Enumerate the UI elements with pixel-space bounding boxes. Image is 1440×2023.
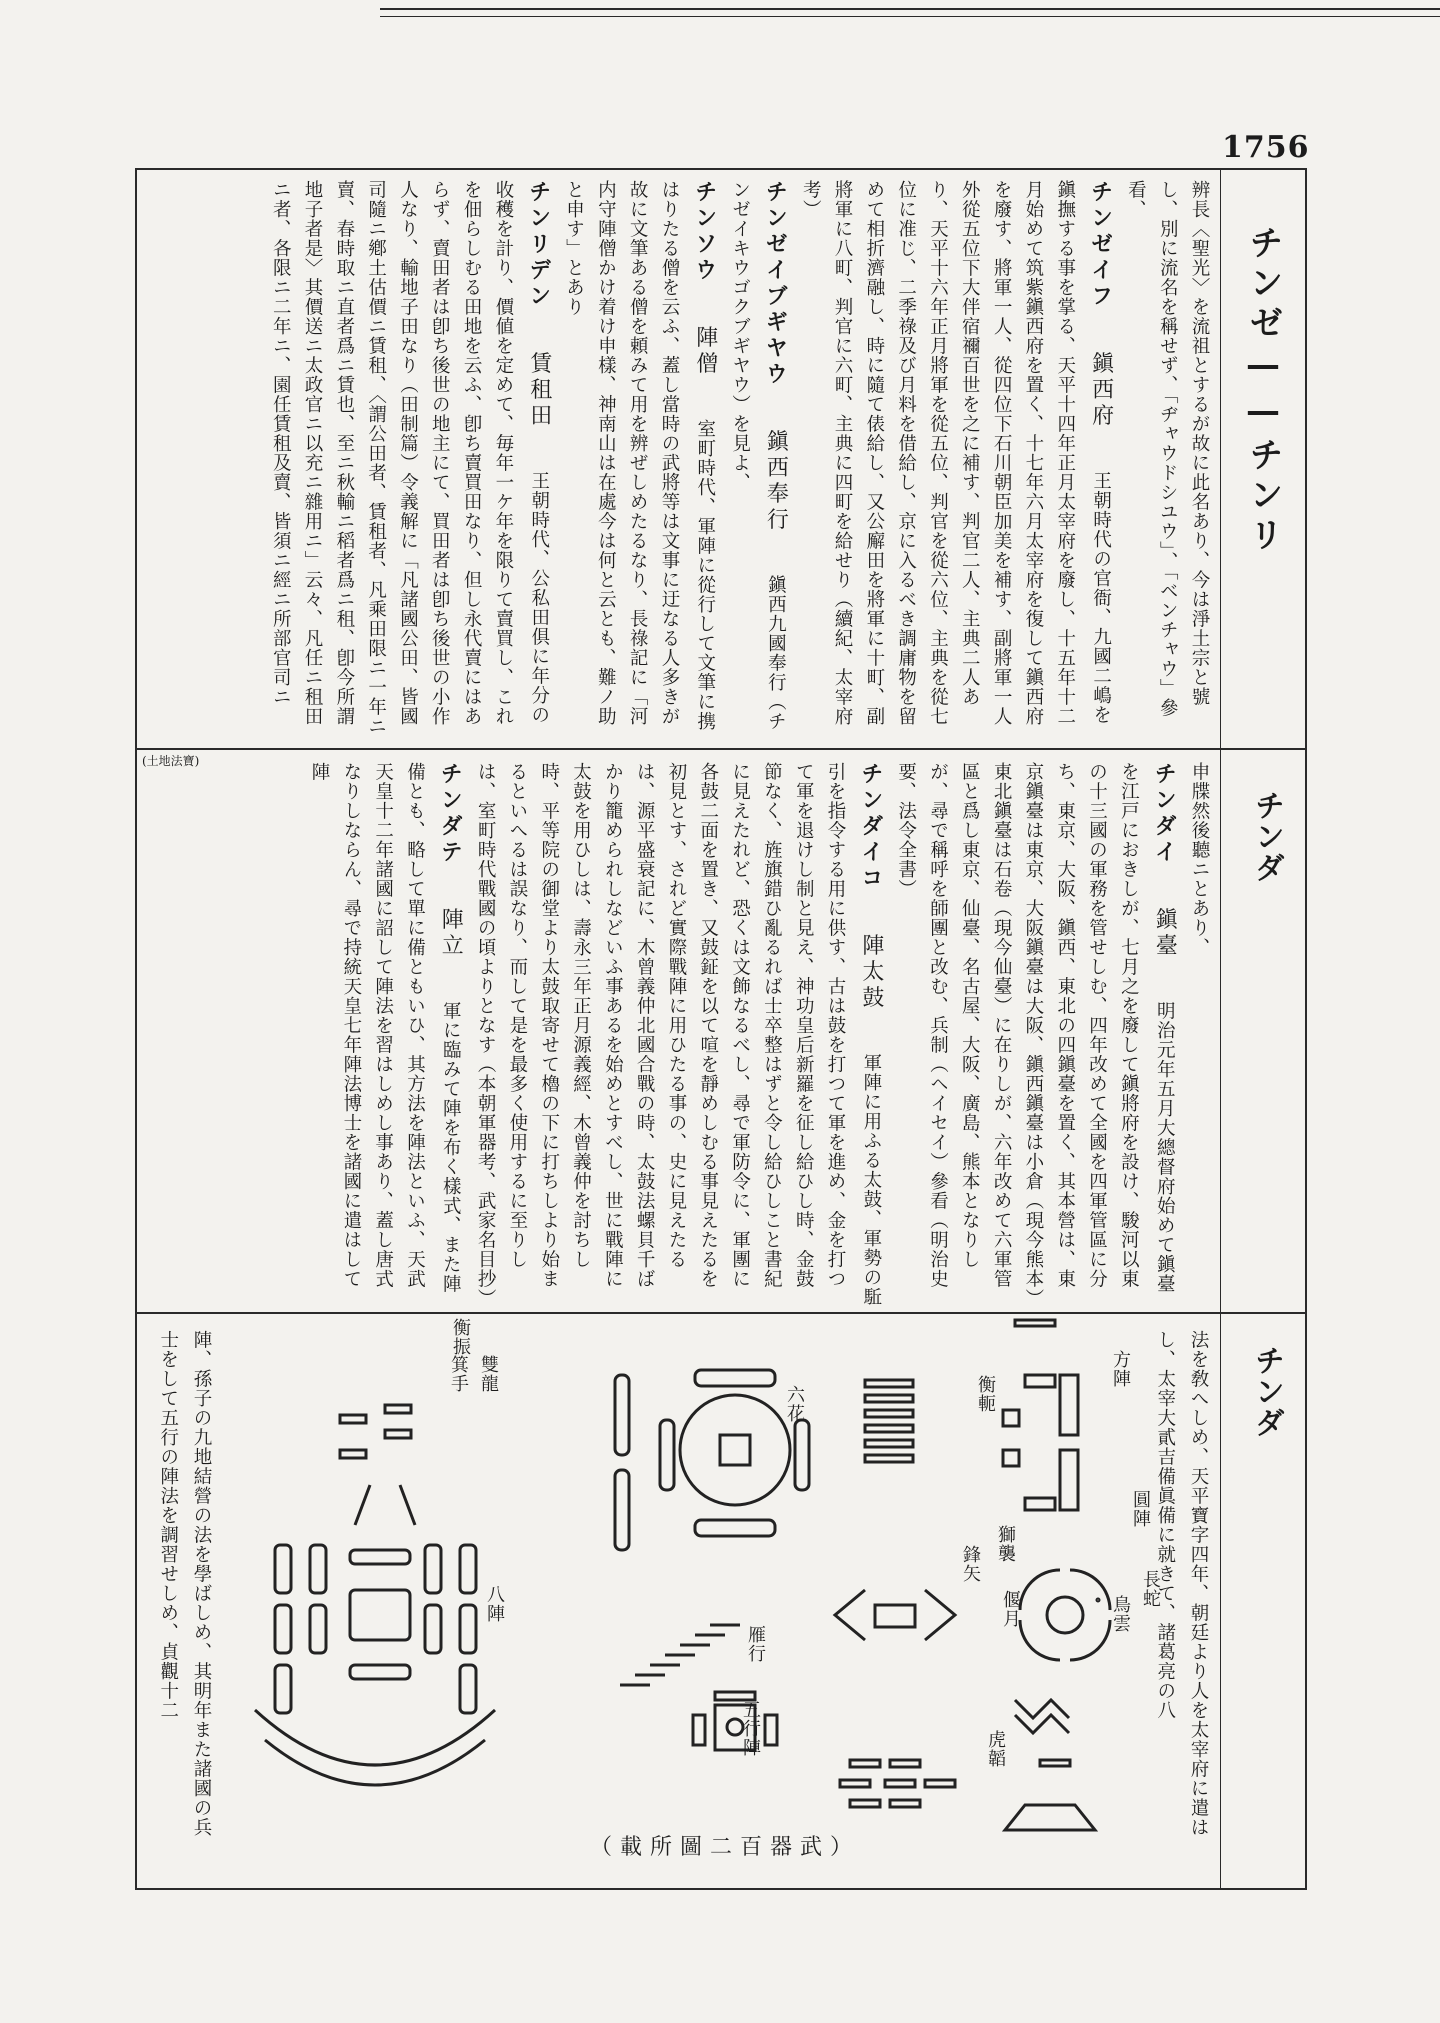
fish-scale-figure [835, 1590, 955, 1640]
entry-head: チンゼイフ [1087, 180, 1114, 310]
entry-body: 軍陣に用ふる太鼓、軍勢の駈引を指令する用に供す、古は鼓を打つて軍を進め、金を打つて軍を退けし制と見え、神功皇后新羅を征し給ひし時、金鼓節なく、旌旗錯ひ亂るれば士卒整はずと令し給ひしこと書紀に見えたれど、恐くは文飾なるべし、尋で軍防令に、軍團に各鼓二面を置き、又鼓鉦を以て喧を靜めしむる事見えたるを初見とす、されど實際戰陣に用ひたる事の、史に見えたるは、源平盛衰記に、木曾義仲北國合戰の時、太鼓法螺貝千ばかり籠められしなどいふ事あるを始めとすべし、世に戰陣に太鼓を用ひしは、壽永三年正月源義經、木曾義仲を討ちし時、平等院の御堂より太鼓取寄せて櫓の下に打ちしより始まるといへるは誤なり、而して是を最多く使用するに至りしは、室町時代戰國の頃よりとなす（本朝軍器考、武家名目抄） [475, 762, 882, 1308]
upper-text-block [145, 180, 1215, 742]
frame-right [1305, 168, 1307, 1890]
entry-chinzeifu [794, 180, 1119, 742]
top-rule-2 [380, 16, 1440, 17]
label-balance: 衡振 [450, 1318, 471, 1356]
yoke-formation-figure [865, 1380, 913, 1462]
running-head-upper: チンゼ——チンリ [1243, 225, 1283, 557]
entry-body: 軍に臨みて陣を布く樣式、また陣備とも、略して單に備ともいひ、其方法を陣法といふ、天武天皇十二年諸國に詔して陣法を習はしめし事あり、蓋し唐式なりしならん、尋で持統天皇七年陣法博士を諸國に遣はして陣 [309, 762, 462, 1294]
label-winnow: 箕手 [448, 1355, 469, 1393]
figure-caption: （載所圖二百器武） [590, 1835, 861, 1860]
entry-head: チンリデン [525, 180, 552, 310]
label-crescent: 偃月 [1000, 1590, 1021, 1628]
entry-head: チンダイ [1151, 762, 1178, 866]
frame-bottom [135, 1888, 1307, 1890]
middle-text-block [145, 762, 1215, 1307]
source-tag: (土地法寶) [142, 754, 200, 768]
label-circle-formation: 圓陣 [1130, 1490, 1151, 1528]
entry-intro: 辨長〈聖光〉を流祖とするが故に此名あり、今は淨土宗と號し、別に流名を稱せず、「ヂャウドシユウ」、「ベンチャウ」參看、 [1125, 180, 1210, 718]
label-double-dragon: 雙龍 [478, 1355, 499, 1393]
label-geese: 雁行 [745, 1625, 766, 1663]
lower-text-right: 法を敎へしめ、天平寶字四年、朝廷より人を太宰府に遣はし、太宰大貳吉備眞備に就きて、諸葛亮の八 [1154, 1330, 1209, 1837]
geese-formation-figure [620, 1625, 740, 1685]
entry-chindai-cont: 申牒然後聽ニとあり、 [1189, 762, 1210, 957]
running-head-middle: チンダ [1249, 790, 1284, 883]
label-five-element: 五行陣 [740, 1700, 761, 1757]
label-bird-cloud: 鳥雲 [1110, 1595, 1131, 1633]
top-rule [380, 8, 1440, 10]
entry-head: チンダテ [437, 762, 464, 866]
entry-head: チンダイコ [857, 762, 884, 892]
entry-body: 明治元年五月大總督府始めて鎭臺を江戸におきしが、七月之を廢して鎭將府を設け、駿河以東の十三國の軍務を管せしむ、四年改めて全國を四軍管區に分ち、東京、大阪、鎭西、東北の四鎭臺を置く、其本營は、東京鎭臺は東京、大阪鎭臺は大阪、鎭西鎭臺は小倉（現今熊本）東北鎭臺は石卷（現今仙臺）に在りしが、六年改めて六軍管區と爲し東京、仙臺、名古屋、大阪、廣島、熊本となりしが、尋で稱呼を師團と改む、兵制（ヘイセイ）參看（明治史要、法令全書） [895, 762, 1176, 1299]
label-lion: 獅襲 [995, 1525, 1016, 1563]
square-formation-figure [1003, 1375, 1078, 1510]
winnow-figure [340, 1405, 415, 1525]
divider-upper-middle [135, 748, 1307, 750]
head-column-rule [1220, 168, 1221, 1890]
entry-kanji: 鎭臺 [1152, 907, 1178, 960]
entry-head: チンゼイブギヤウ [762, 180, 789, 388]
long-snake-figure [1015, 1700, 1069, 1733]
entry-body: 鎭西九國奉行（チンゼイキウゴクブギヤウ）を見よ、 [729, 180, 787, 731]
entry-kanji: 陣太鼓 [858, 933, 884, 1012]
label-arrowhead: 鋒矢 [960, 1545, 981, 1583]
entry-chinzeibugyo [724, 180, 795, 742]
label-yoke: 衡軛 [975, 1375, 996, 1413]
entry-chindai [890, 762, 1183, 1307]
entry-kanji: 陣僧 [692, 325, 718, 378]
entry-body: 室町時代、軍陣に從行して文筆に携はりたる僧を云ふ、蓋し當時の武將等は文事に迂なる人多きが故に文筆ある僧を頼みて用を辨ぜしめたるなり、長祿記に「河内守陣僧かけ着け申樣、神南山は在處今は何と云とも、難ノ助と申す」とあり [563, 180, 716, 731]
tiger-figure [840, 1760, 955, 1807]
divider-middle-lower [135, 1312, 1307, 1314]
entry-kanji: 賃租田 [526, 351, 552, 430]
frame-top [135, 168, 1307, 170]
label-six-flower: 六花 [784, 1385, 805, 1423]
entry-chinso [558, 180, 724, 742]
label-tiger: 虎韜 [985, 1730, 1006, 1768]
label-eight-formation: 八陣 [484, 1585, 505, 1623]
eight-formation-figure [255, 1545, 495, 1785]
entry-kanji: 陣立 [438, 907, 464, 960]
page-number: 1756 [1222, 130, 1310, 165]
entry-kanji: 鎭西府 [1088, 351, 1114, 430]
label-long-snake: 長蛇 [1140, 1570, 1161, 1608]
entry-kanji: 鎭西奉行 [763, 429, 789, 534]
entry-body: 王朝時代、公私田俱に年分の收穫を計り、價値を定めて、毎年一ケ年を限りて賣買し、これを佃らしむる田地を云ふ、卽ち賣買田なり、但し永代賣にはあらず、賣田者は卽ち後世の地主にて、買田者は卽ち後世の小作人なり、輸地子田なり（田制篇）令義解に「凡諸國公田、皆國司隨ニ鄕土估價ニ賃租、〈謂公田者、賃租者、凡乘田限ニ一年ニ賣、春時取ニ直者爲ニ賃也、至ニ秋輸ニ稻者爲ニ租、卽今所謂地子者是〉其價送ニ太政官ニ以充ニ雜用ニ」云々、凡任ニ租田ニ者、各限ニ二年ニ、園任賃租及賣、皆須ニ經ニ所部官司ニ [270, 180, 550, 737]
running-head-lower: チンダ [1249, 1345, 1284, 1438]
entry-chinriden [264, 180, 557, 742]
lower-text-left: 陣、孫子の九地結營の法を學ばしめ、其明年また諸國の兵士をして五行の陣法を調習せしめ、貞觀十二 [157, 1330, 212, 1837]
entry-body: 王朝時代の官衙、九國二嶋を鎭撫する事を掌る、天平十四年正月太宰府を廢し、十五年十二月始めて筑紫鎭西府を置く、十七年六月太宰府を復して鎭西府を廢す、將軍一人、從四位下石川朝臣加美を補す、副將軍一人外從五位下大伴宿禰百世を之に補す、判官二人、主典二人あり、天平十六年正月將軍を從五位、判官を從六位、主典を從七位に准じ、二季祿及び月料を借給し、京に入るべき調庸物を留めて相折濟融し、時に隨て俵給し、又公廨田を將軍に十町、副將軍に八町、判官に六町、主典に四町を給せり（續紀、太宰府考） [800, 180, 1112, 726]
frame-left [135, 168, 137, 1890]
entry-chindate [303, 762, 469, 1307]
entry-chindaiko [469, 762, 890, 1307]
label-square-formation: 方陣 [1110, 1350, 1131, 1388]
circle-formation-figure [1020, 1570, 1110, 1660]
entry-head: チンソウ [691, 180, 718, 284]
